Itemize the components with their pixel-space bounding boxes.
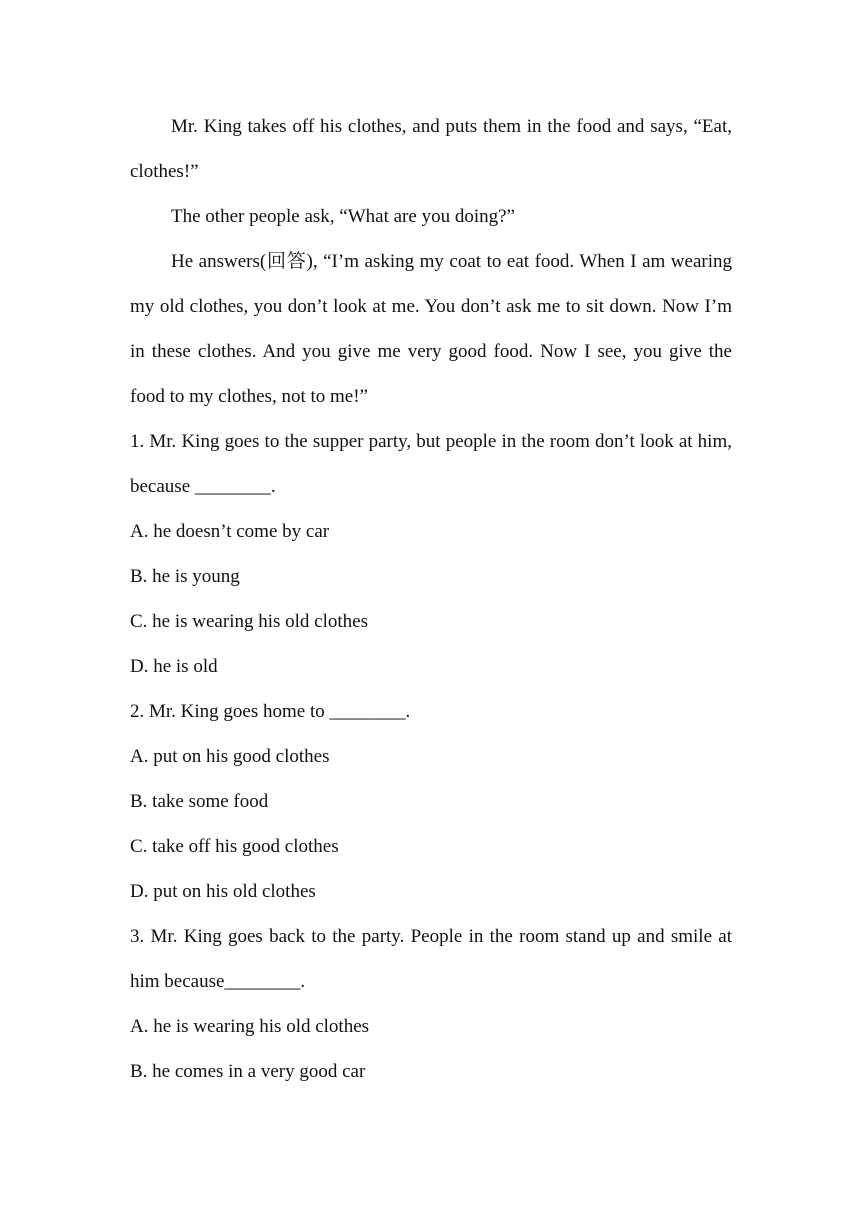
question-3-option-a: A. he is wearing his old clothes: [130, 1016, 370, 1037]
passage-paragraph-1: Mr. King takes off his clothes, and puts them in the food and says, “Eat, clothes!”: [130, 116, 732, 182]
question-3: [130, 914, 732, 1094]
question-2: [130, 689, 732, 914]
question-2-stem: 2. Mr. King goes home to ________.: [130, 701, 411, 722]
question-1-option-a: A. he doesn’t come by car: [130, 521, 330, 542]
question-3-stem: 3. Mr. King goes back to the party. People in the room stand up and smile at him because________.: [130, 926, 732, 992]
question-2-option-b: B. take some food: [130, 791, 269, 812]
question-1-stem: 1. Mr. King goes to the supper party, but people in the room don’t look at him, because ________.: [130, 431, 732, 497]
passage-paragraph-2: The other people ask, “What are you doing?”: [171, 206, 515, 227]
question-1: [130, 419, 732, 689]
question-2-option-d: D. put on his old clothes: [130, 881, 316, 902]
question-1-option-d: D. he is old: [130, 656, 218, 677]
question-1-option-c: C. he is wearing his old clothes: [130, 611, 368, 632]
question-2-option-a: A. put on his good clothes: [130, 746, 330, 767]
question-2-option-c: C. take off his good clothes: [130, 836, 339, 857]
document-page: [130, 104, 732, 1094]
passage-paragraph-3: He answers(回答), “I’m asking my coat to eat food. When I am wearing my old clothes, you don’t look at me. You don’t ask me to sit down. Now I’m in these clothes. And you give me very good food. Now I see, you give the food to my clothes, not to me!”: [130, 251, 732, 407]
question-3-option-b: B. he comes in a very good car: [130, 1061, 366, 1082]
question-1-option-b: B. he is young: [130, 566, 240, 587]
